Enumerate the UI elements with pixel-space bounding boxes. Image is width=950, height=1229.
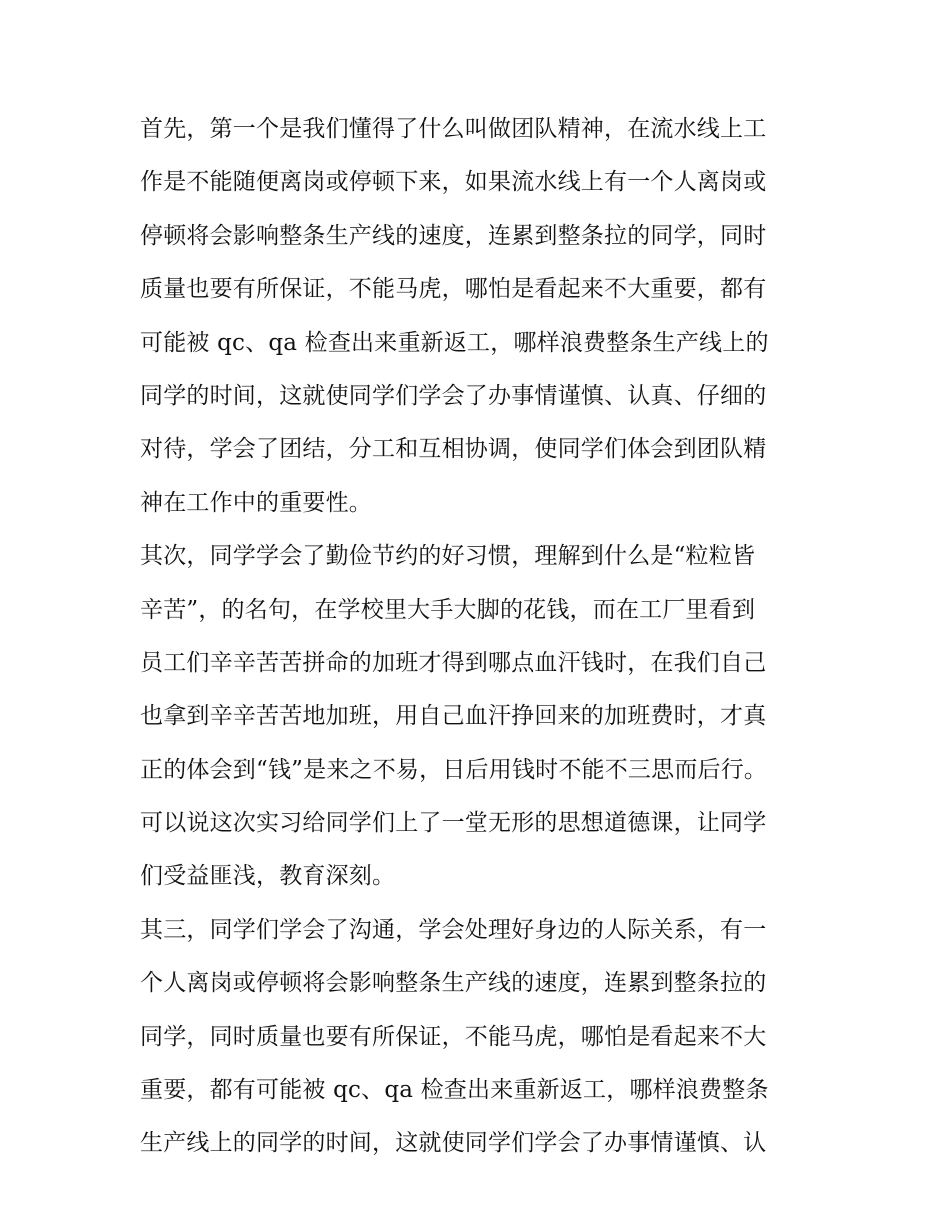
text-line: 可能被 qc、qa 检查出来重新返工，哪样浪费整条生产线上的 bbox=[140, 329, 769, 356]
text-line: 对待，学会了团结，分工和互相协调，使同学们体会到团队精 bbox=[140, 436, 767, 463]
document-body bbox=[140, 103, 820, 1171]
text-line: 员工们辛辛苦苦拼命的加班才得到哪点血汗钱时，在我们自己 bbox=[140, 649, 767, 676]
text-line: 神在工作中的重要性。 bbox=[140, 489, 372, 516]
text-line: 质量也要有所保证，不能马虎，哪怕是看起来不大重要，都有 bbox=[140, 276, 767, 303]
text-line: 同学，同时质量也要有所保证，不能马虎，哪怕是看起来不大 bbox=[140, 1023, 767, 1050]
text-line: 其三，同学们学会了沟通，学会处理好身边的人际关系，有一 bbox=[140, 916, 767, 943]
text-line: 们受益匪浅，教育深刻。 bbox=[140, 863, 396, 890]
text-line: 正的体会到“钱”是来之不易，日后用钱时不能不三思而后行。 bbox=[140, 756, 768, 783]
text-line: 其次，同学学会了勤俭节约的好习惯，理解到什么是“粒粒皆 bbox=[140, 543, 756, 570]
text-line: 也拿到辛辛苦苦地加班，用自己血汗挣回来的加班费时，才真 bbox=[140, 703, 767, 730]
text-line: 重要，都有可能被 qc、qa 检查出来重新返工，哪样浪费整条 bbox=[140, 1077, 769, 1104]
text-line: 辛苦”，的名句，在学校里大手大脚的花钱，而在工厂里看到 bbox=[140, 596, 756, 623]
text-line: 可以说这次实习给同学们上了一堂无形的思想道德课，让同学 bbox=[140, 810, 767, 837]
text-line: 停顿将会影响整条生产线的速度，连累到整条拉的同学，同时 bbox=[140, 222, 767, 249]
text-line: 首先，第一个是我们懂得了什么叫做团队精神，在流水线上工 bbox=[140, 116, 767, 142]
text-line: 个人离岗或停顿将会影响整条生产线的速度，连累到整条拉的 bbox=[140, 970, 767, 997]
text-line: 作是不能随便离岗或停顿下来，如果流水线上有一个人离岗或 bbox=[140, 169, 767, 196]
text-line: 生产线上的同学的时间，这就使同学们学会了办事情谨慎、认 bbox=[140, 1130, 767, 1157]
text-line: 同学的时间，这就使同学们学会了办事情谨慎、认真、仔细的 bbox=[140, 382, 767, 409]
